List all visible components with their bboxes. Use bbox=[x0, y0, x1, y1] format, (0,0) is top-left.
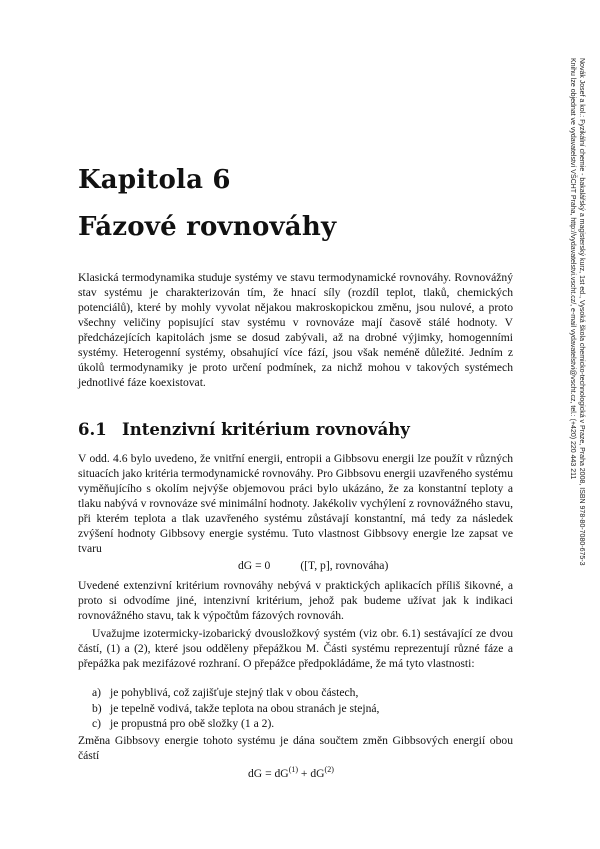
list-marker: b) bbox=[92, 701, 102, 715]
list-item-text: je tepelně vodivá, takže teplota na obou stranách je stejná, bbox=[110, 701, 380, 715]
list-item bbox=[92, 716, 512, 732]
equation-plus: + dG bbox=[298, 766, 325, 780]
side-note-line-1: Novák Josef a kol.: Fyzikální chemie - bakalářský a magisterský kurz, 1st ed., Vysoká škola chemicko-technologická v Praze, Praha 2008, ISBN 978-80-7080-675-3 bbox=[578, 58, 585, 566]
section-number: 6.1 bbox=[78, 420, 107, 439]
paragraph-intensive-criterion: Uvedené extenzivní kritérium rovnováhy nebývá v praktických aplikacích příliš šikovné, a proto si odvodíme jiné, intenzivní kritérium, jehož pak budeme užívat jak k indikaci rovnovážného stavu, tak k výpočtům fázových rovnováh. bbox=[78, 579, 513, 622]
list-item-text: je propustná pro obě složky (1 a 2). bbox=[110, 717, 275, 730]
section-title: Intenzivní kritérium rovnováhy bbox=[122, 420, 410, 439]
paragraph-system-description: Uvažujme izotermicky-izobarický dvousložkový systém (viz obr. 6.1) sestávající ze dvou částí, (1) a (2), které jsou odděleny přepážkou M. Části systému reprezentují různé fáze a přepážka pak mezifázové rozhraní. O přepážce předpokládáme, že má tyto vlastnosti: bbox=[78, 627, 513, 670]
chapter-title: Fázové rovnováhy bbox=[78, 212, 337, 242]
list-marker: a) bbox=[92, 686, 102, 699]
intro-paragraph: Klasická termodynamika studuje systémy ve stavu termodynamické rovnováhy. Rovnovážný stav systému je charakterizován tím, že hnací síly (rozdíl teplot, tlaků, chemických potenciálů), které by mohly vyvolat nějakou makroskopickou změnu, jsou nulové, a proto všechny veličiny popisující stav systému v rovnováze mají časově stálé hodnoty. V předcházejících kapitolách jsme se dosud zabývali, až na drobné výjimky, homogenními systémy. Heterogenní systémy, obsahující více fází, jsou však neméně důležité. Jedním z úkolů termodynamiky je proto určení podmínek, za nichž mohou v takových systémech jednotlivé fáze koexistovat. bbox=[78, 271, 513, 389]
paragraph-gibbs-change: Změna Gibbsovy energie tohoto systému je dána součtem změn Gibbsových energií obou částí bbox=[78, 734, 513, 762]
superscript-part-1: (1) bbox=[288, 765, 299, 774]
membrane-properties-list bbox=[92, 685, 512, 732]
paragraph-criteria: V odd. 4.6 bylo uvedeno, že vnitřní energii, entropii a Gibbsovu energii lze použít v různých situacích jako kritéria termodynamické rovnováhy. Pro Gibbsovu energii uzavřeného systému vyměňujícího s okolím nejvýše objemovou práci bylo ukázáno, že za konstantní teploty a tlaku nabývá v rovnováze své minimální hodnoty. Jakékoliv vychýlení z rovnovážného stavu, při kterém teplota a tlak uzavřeného systému zůstávají konstantní, má tedy za následek zvýšení hodnoty Gibbsovy energie systému. Tuto vlastnost Gibbsovy energie lze zapsat ve tvaru bbox=[78, 452, 513, 555]
chapter-label: Kapitola 6 bbox=[78, 165, 231, 195]
equation-lhs: dG = dG bbox=[248, 766, 289, 780]
equation-expression: dG = 0 bbox=[238, 559, 271, 572]
copyright-side-note bbox=[568, 58, 586, 565]
list-item bbox=[92, 701, 512, 717]
section-heading bbox=[78, 420, 410, 439]
list-item-text: je pohyblivá, což zajišťuje stejný tlak v obou částech, bbox=[110, 686, 359, 699]
equation-gibbs-equilibrium bbox=[238, 559, 388, 572]
equation-gibbs-sum bbox=[248, 765, 334, 780]
equation-condition: ([T, p], rovnováha) bbox=[300, 559, 389, 572]
side-note-line-2: Knihu lze objednat ve vydavatelství VŠCHT Praha, http://vydavatelstvi.vscht.cz/, e-mail vydavatelstvi@vscht.cz, tel.: (+420) 220 443 211 bbox=[569, 58, 576, 480]
superscript-part-2: (2) bbox=[324, 765, 334, 774]
list-marker: c) bbox=[92, 717, 102, 730]
list-item bbox=[92, 685, 512, 701]
